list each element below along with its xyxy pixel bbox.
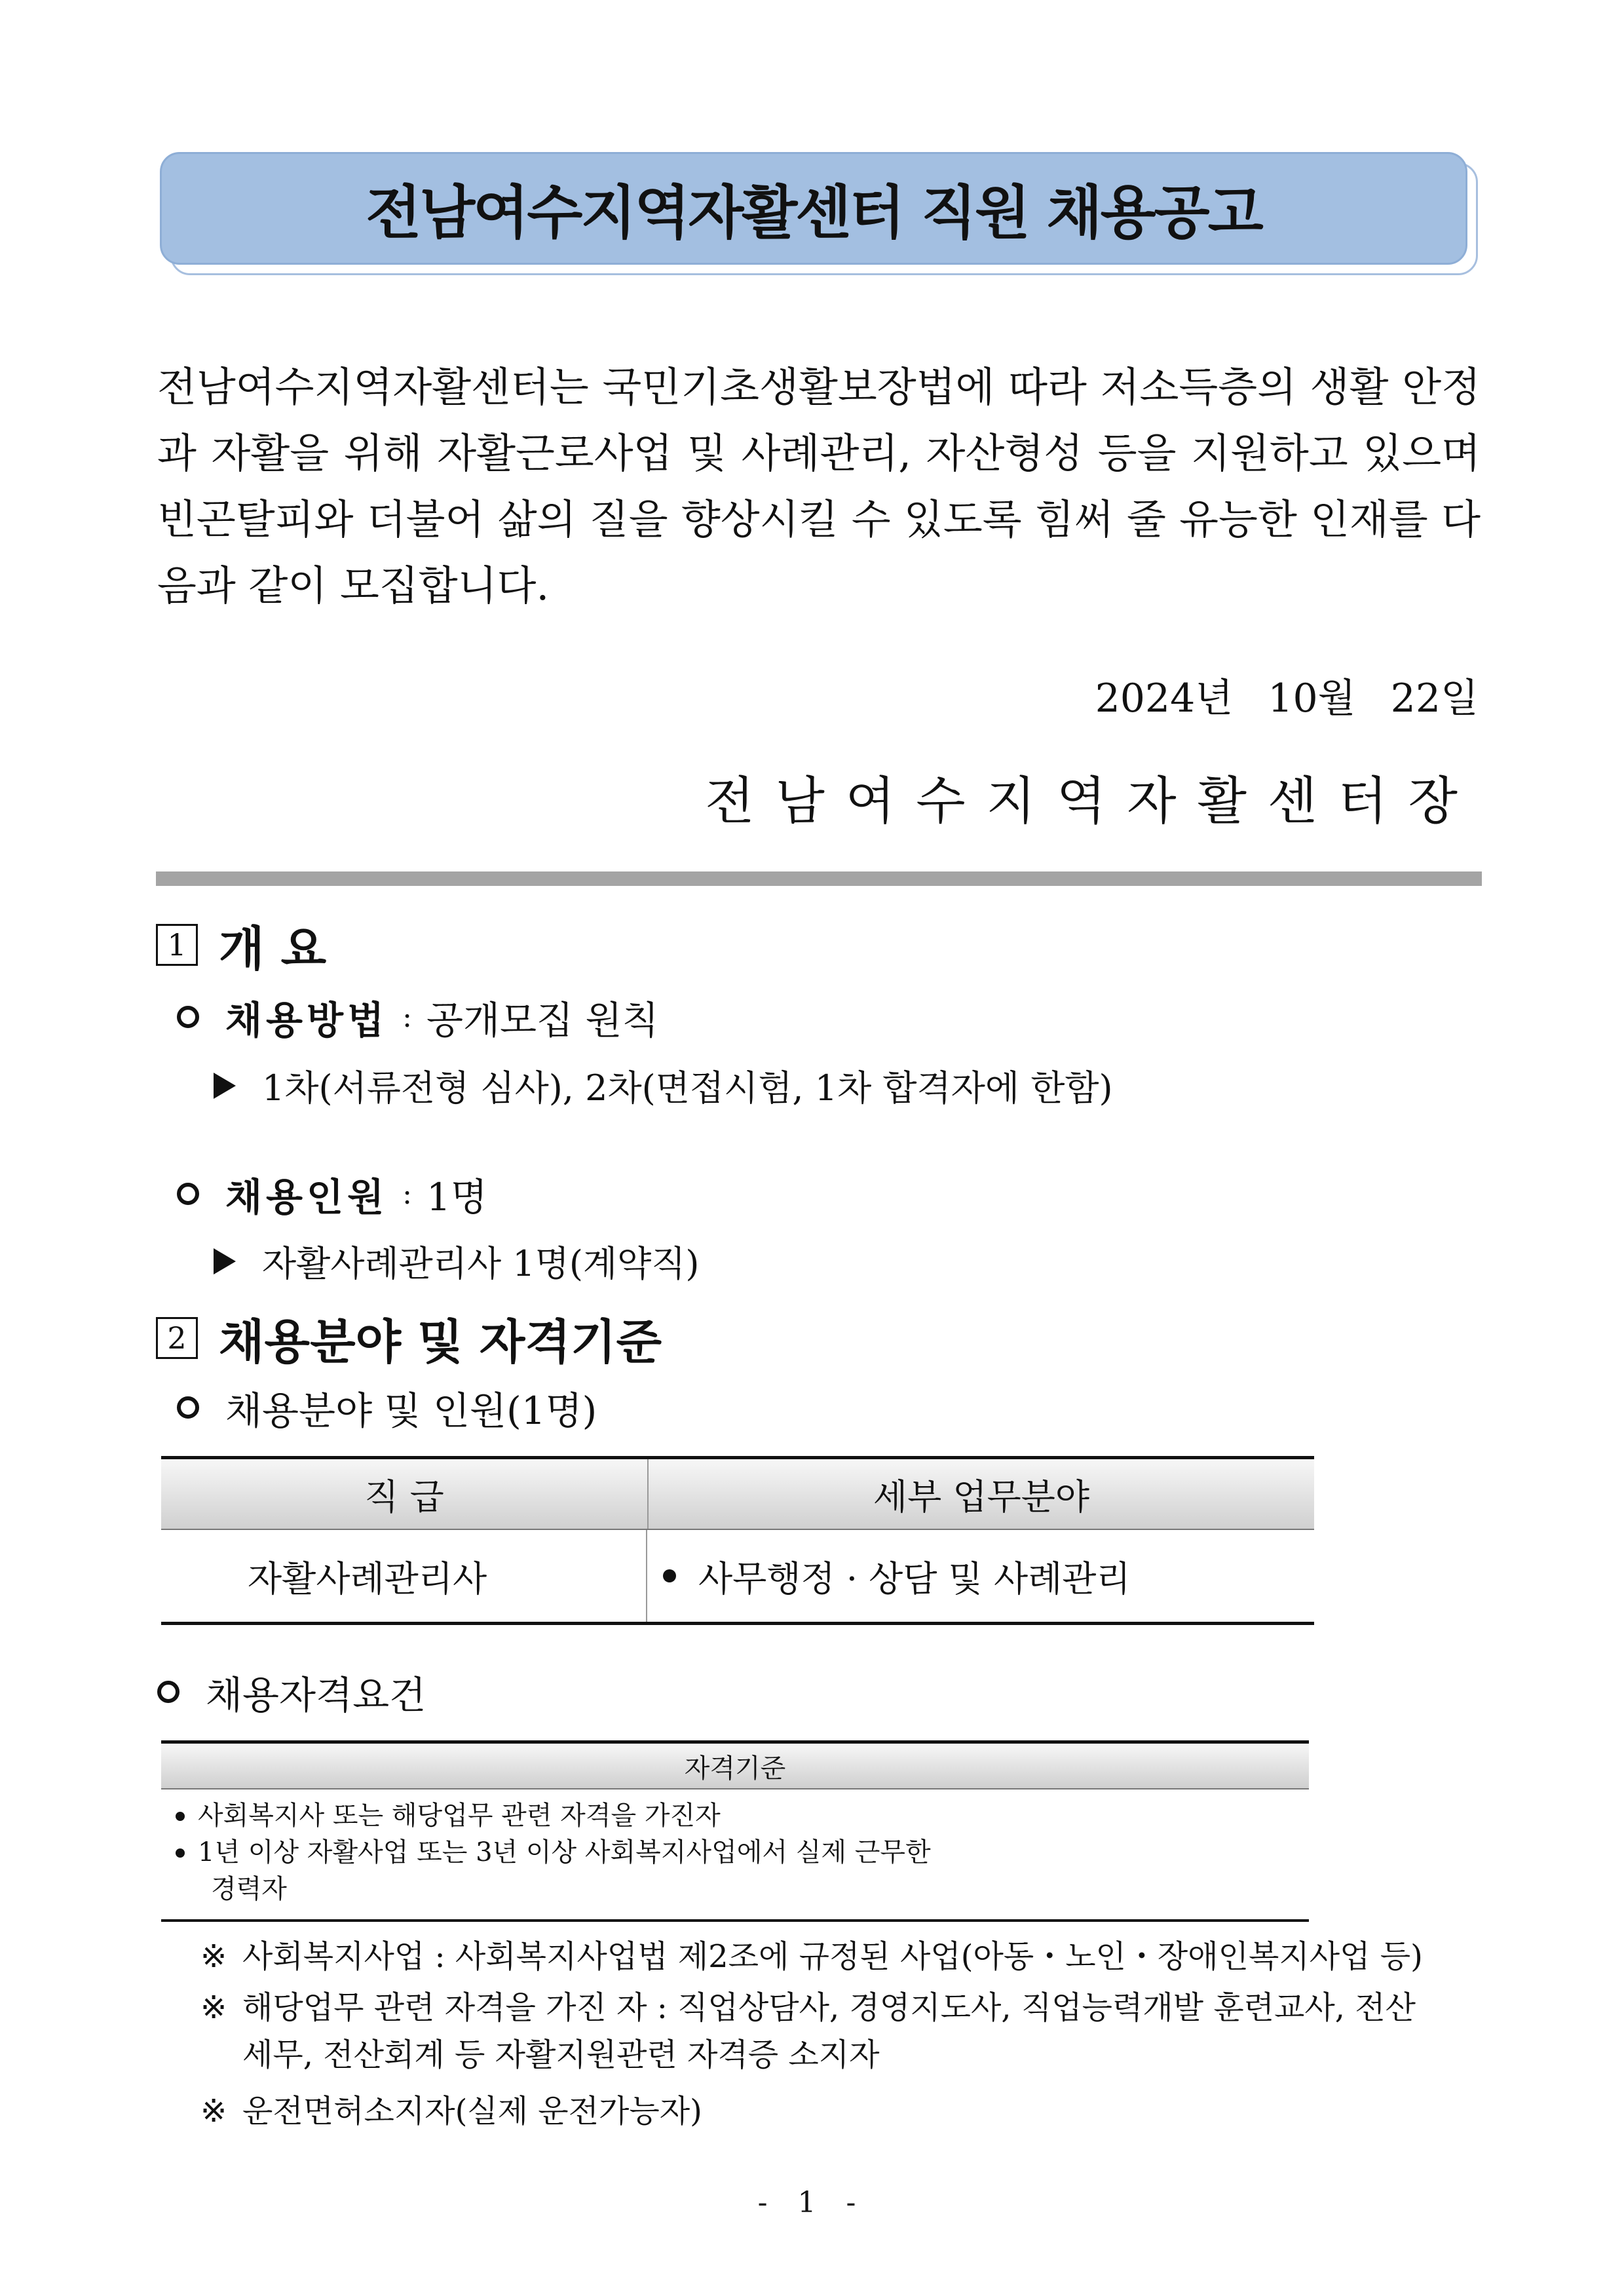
cell-duties [647, 1530, 1314, 1622]
section-1-heading [156, 911, 326, 979]
hiring-count-value: 1명 [426, 1175, 487, 1219]
qualification-item-2-continued: 경력자 [211, 1874, 287, 1904]
field-heading-text: 채용분야 및 인원(1명) [225, 1388, 597, 1433]
header-duties: 세부 업무분야 [873, 1476, 1090, 1518]
reference-mark: ※ [200, 1938, 227, 1975]
section-2-title: 채용분야 및 자격기준 [219, 1314, 662, 1369]
hiring-count-detail-text: 자활사례관리사 1명(계약직) [262, 1243, 700, 1284]
note-2-text: 해당업무 관련 자격을 가진 자 : 직업상담사, 경영지도사, 직업능력개발 훈련교사, 전산 [242, 1989, 1416, 2026]
note-3 [200, 2088, 702, 2135]
field-heading [177, 1380, 597, 1435]
list-item [169, 1834, 1309, 1871]
intro-paragraph: 전남여수지역자활센터는 국민기초생활보장법에 따라 저소득층의 생활 안정과 자활을 위해 자활근로사업 및 사례관리, 자산형성 등을 지원하고 있으며 빈곤탈피와 더불어 삶의 질을 향상시킬 수 있도록 힘써 줄 유능한 인재를 다음과 같이 모집합니다. [157, 363, 1481, 609]
header-grade: 직 급 [161, 1459, 649, 1529]
hiring-method-detail [214, 1060, 1113, 1111]
circle-bullet-icon [177, 1006, 199, 1028]
note-1-text: 사회복지사업 : 사회복지사업법 제2조에 규정된 사업(아동・노인・장애인복지사업 등) [242, 1938, 1423, 1975]
qualification-table-header: 자격기준 [161, 1740, 1309, 1789]
triangle-arrow-icon [214, 1248, 236, 1274]
list-item [169, 1797, 1309, 1834]
announcement-date: 2024년 10월 22일 [1095, 676, 1479, 721]
organization-head: 전남여수지역자활센터장 [705, 772, 1479, 831]
section-number-box: 1 [156, 924, 198, 966]
title-banner [160, 152, 1467, 265]
hiring-method-detail-text: 1차(서류전형 심사), 2차(면접시험, 1차 합격자에 한함) [262, 1067, 1113, 1109]
position-table-header [161, 1456, 1314, 1530]
circle-bullet-icon [177, 1396, 199, 1419]
circle-bullet-icon [177, 1183, 199, 1205]
divider-rule [156, 871, 1482, 886]
triangle-arrow-icon [214, 1073, 236, 1099]
bullet-icon [176, 1848, 185, 1858]
qualification-table [161, 1740, 1309, 1922]
reference-mark: ※ [200, 2093, 227, 2130]
section-number-box: 2 [156, 1317, 198, 1359]
hiring-method-label: 채용방법 [225, 998, 388, 1043]
hiring-count [177, 1166, 487, 1221]
position-table [161, 1456, 1314, 1625]
qualification-heading-text: 채용자격요건 [206, 1673, 426, 1717]
reference-mark: ※ [200, 1989, 227, 2026]
hiring-method-value: 공개모집 원칙 [426, 998, 659, 1043]
page-number: - 1 - [757, 2186, 867, 2219]
section-2-heading [156, 1304, 662, 1372]
qualification-table-body [161, 1789, 1309, 1922]
table-row [161, 1530, 1314, 1625]
page-title: 전남여수지역자활센터 직원 채용공고 [366, 179, 1262, 246]
note-3-text: 운전면허소지자(실제 운전가능자) [242, 2093, 702, 2130]
cell-duties-text: 사무행정 · 상담 및 사례관리 [698, 1558, 1131, 1599]
hiring-method [177, 989, 659, 1044]
colon: : [402, 1000, 412, 1034]
qualification-heading [157, 1664, 426, 1719]
note-1 [200, 1933, 1423, 1980]
bullet-icon [176, 1812, 185, 1821]
qualification-item-1: 사회복지사 또는 해당업무 관련 자격을 가진자 [198, 1801, 721, 1831]
hiring-count-label: 채용인원 [225, 1175, 388, 1219]
bullet-icon [663, 1569, 676, 1582]
qualification-item-2: 1년 이상 자활사업 또는 3년 이상 사회복지사업에서 실제 근무한 [198, 1837, 931, 1867]
cell-grade: 자활사례관리사 [161, 1530, 647, 1622]
colon: : [402, 1177, 412, 1211]
circle-bullet-icon [157, 1681, 179, 1703]
note-2 [200, 1984, 1482, 2031]
section-1-title: 개 요 [219, 921, 327, 976]
hiring-count-detail [214, 1236, 699, 1286]
note-2-continued: 세무, 전산회계 등 자활지원관련 자격증 소지자 [242, 2037, 880, 2073]
